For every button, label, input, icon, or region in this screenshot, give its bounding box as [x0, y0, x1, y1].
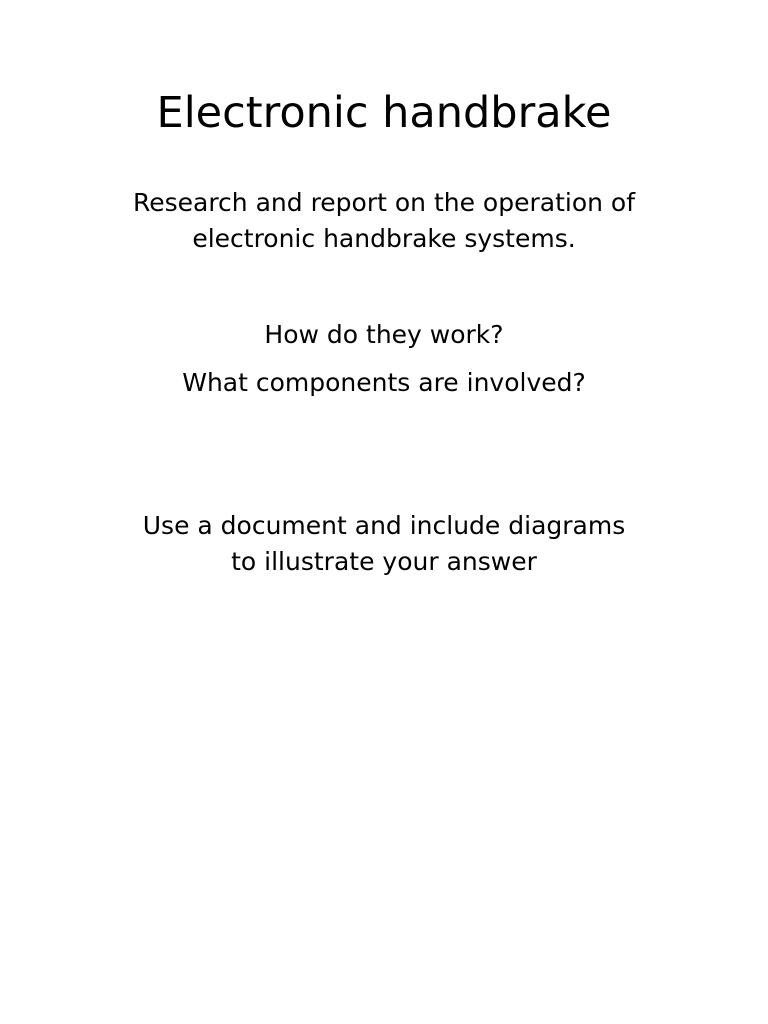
instruction-line-1: Use a document and include diagrams — [142, 511, 626, 540]
slide-title: Electronic handbrake — [156, 88, 612, 138]
instruction-line-2: to illustrate your answer — [231, 547, 537, 576]
intro-text-line-1: Research and report on the operation of — [132, 188, 636, 217]
intro-text-line-2: electronic handbrake systems. — [192, 224, 576, 253]
question-components: What components are involved? — [182, 368, 586, 397]
question-how-they-work: How do they work? — [264, 320, 504, 349]
